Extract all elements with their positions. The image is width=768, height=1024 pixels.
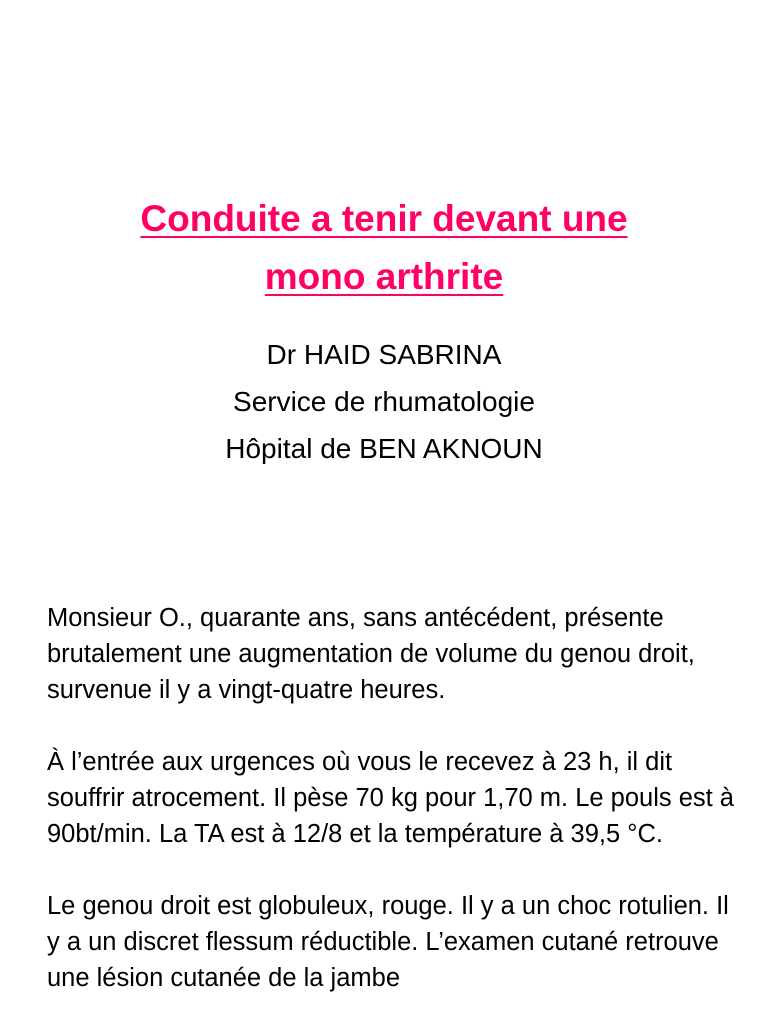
case-description bbox=[47, 600, 747, 1024]
hospital-name: Hôpital de BEN AKNOUN bbox=[225, 433, 543, 464]
title-line-2: mono arthrite bbox=[264, 256, 504, 297]
author-block bbox=[60, 331, 708, 472]
case-paragraph-2: À l’entrée aux urgences où vous le recevez à 23 h, il dit souffrir atrocement. Il pèse 70 kg pour 1,70 m. Le pouls est à 90bt/min. La TA est à 12/8 et la température à 39,5 °C. bbox=[47, 748, 734, 848]
case-paragraph-3: Le genou droit est globuleux, rouge. Il y a un choc rotulien. Il y a un discret flessum réductible. L’examen cutané retrouve une lésion cutanée de la jambe bbox=[47, 892, 729, 992]
presentation-title bbox=[60, 190, 708, 306]
title-line-1: Conduite a tenir devant une bbox=[140, 198, 628, 239]
case-slide bbox=[0, 578, 768, 1024]
author-name: Dr HAID SABRINA bbox=[266, 339, 502, 370]
case-paragraph-1: Monsieur O., quarante ans, sans antécédent, présente brutalement une augmentation de volume du genou droit, survenue il y a vingt-quatre heures. bbox=[47, 604, 695, 704]
department-name: Service de rhumatologie bbox=[233, 386, 535, 417]
